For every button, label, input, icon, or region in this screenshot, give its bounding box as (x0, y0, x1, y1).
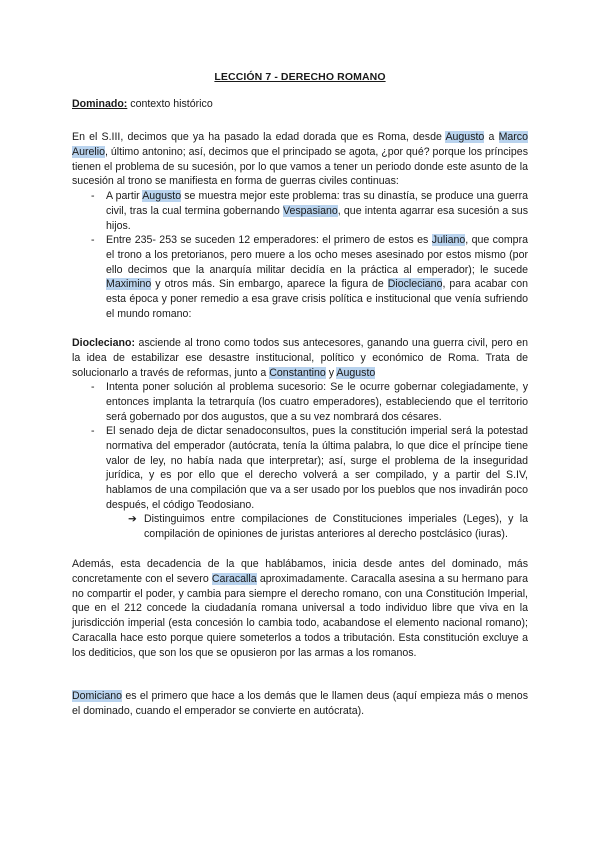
paragraph-diocleciano (72, 336, 528, 380)
highlight-marco-aurelio: Marco Aurelio (72, 131, 528, 158)
bullet-item (106, 189, 528, 233)
bullet-item: El senado deja de dictar senadoconsultos, pues la constitución imperial será la potestad normativa del emperador (autócrata, tenía la última palabra, lo que dice el príncipe tiene valor de ley, no había nada que interpretar); así, surge el problema de la inseguridad jurídica, y es por ello que el derecho volverá a ser compilado, y a partir del S.IV, hablamos de una compilación que va a ser usado por los pueblos que nos invadirán poco después, el código Teodosiano. (106, 425, 528, 511)
text-run: , que compra el trono a los pretorianos, pero muere a los ocho meses asesinado por estos mismo (por ello decimos que la anarquía militar decidía en la práctica al emperador); le sucede (106, 234, 528, 276)
paragraph-domiciano (72, 689, 528, 719)
text-run: En el S.III, decimos que ya ha pasado la edad dorada que es Roma, desde (72, 131, 446, 143)
arrow-bullet-icon: ➔ (128, 513, 137, 525)
highlight-augusto: Augusto (142, 190, 182, 202)
page-title: LECCIÓN 7 - DERECHO ROMANO (214, 71, 386, 83)
highlight-vespasiano: Vespasiano (283, 204, 338, 217)
text-run: asciende al trono como todos sus antecesores, ganando una guerra civil, pero en la idea de estabilizar ese desastre institucional, político y económico de Roma. Trata de solucionarlo a través de reformas, junto a (72, 337, 528, 379)
paragraph-caracalla (72, 557, 528, 661)
text-run: y (325, 366, 337, 379)
bullet-dash: - (91, 190, 95, 202)
highlight-caracalla: Caracalla (211, 572, 257, 585)
highlight-maximino: Maximino (106, 278, 152, 291)
text-run: es el primero que hace a los demás que le llamen deus (aquí empieza más o menos el dominado, cuando el emperador se convierte en autócrata). (72, 690, 528, 717)
section-rest: contexto histórico (127, 98, 213, 110)
text-run: , último antonino; así, decimos que el principado se agota, ¿por qué? porque los príncipes tienen el problema de su sucesión, por lo que vamos a tener un periodo donde este asunto de la sucesión al trono se manifiesta en forma de guerras civiles continuas: (72, 145, 528, 188)
bullet-dash: - (91, 381, 95, 393)
paragraph-intro (72, 130, 528, 189)
bullet-dash: - (91, 425, 95, 437)
text-run: A partir (106, 190, 143, 202)
text-run: a (484, 131, 499, 143)
highlight-juliano: Juliano (431, 234, 466, 246)
arrow-item: Distinguimos entre compilaciones de Constituciones imperiales (Leges), y la compilación de opiniones de juristas anteriores al derecho postclásico (iuras). (144, 513, 528, 540)
text-run: y otros más. Sin embargo, aparece la figura de (151, 278, 388, 291)
section-label: Dominado: (72, 98, 128, 110)
bullet-item: Intenta poner solución al problema sucesorio: Se le ocurre gobernar colegiadamente, y entonces implanta la tetrarquía (los cuatro emperadores), estableciendo que el territorio será gobernado por dos augustos, que a su vez nombrará dos césares. (106, 381, 528, 423)
bullet-dash: - (91, 234, 95, 246)
diocleciano-label: Diocleciano: (72, 337, 135, 349)
text-run: Entre 235- 253 se suceden 12 emperadores: el primero de estos es (106, 234, 432, 246)
highlight-augusto: Augusto (336, 366, 376, 379)
highlight-diocleciano: Diocleciano (387, 278, 443, 291)
text-run: , para acabar con esta época y poner remedio a esa grave crisis política e institucional que venía sufriendo el mundo romano: (106, 278, 528, 320)
highlight-domiciano: Domiciano (72, 690, 123, 702)
highlight-constantino: Constantino (269, 366, 326, 379)
text-run: se muestra mejor este problema: tras su dinastía, se produce una guerra civil, tras la cual termina gobernando (106, 190, 529, 217)
section-heading (72, 97, 528, 112)
bullet-item (106, 233, 528, 322)
text-run: , que intenta agarrar esa sucesión a sus hijos. (106, 204, 528, 232)
text-run: Además, esta decadencia de la que hablábamos, inicia desde antes del dominado, más concretamente con el severo (72, 558, 528, 585)
highlight-augusto: Augusto (445, 131, 485, 143)
text-run: aproximadamente. Caracalla asesina a su hermano para no compartir el poder, y cambia para siempre el derecho romano, con una Constitución Imperial, que en el 212 concede la ciudadanía romana universal a todo individuo libre que viva en la jurisdicción imperial (esta concesión lo cambia todo, acabandose el elemento nacional romano); Caracalla hace esto porque quiere someterlos a todos a tributación. Esta constitución excluye a los dediticios, que son los que se opusieron por las armas a los romanos. (72, 572, 528, 659)
